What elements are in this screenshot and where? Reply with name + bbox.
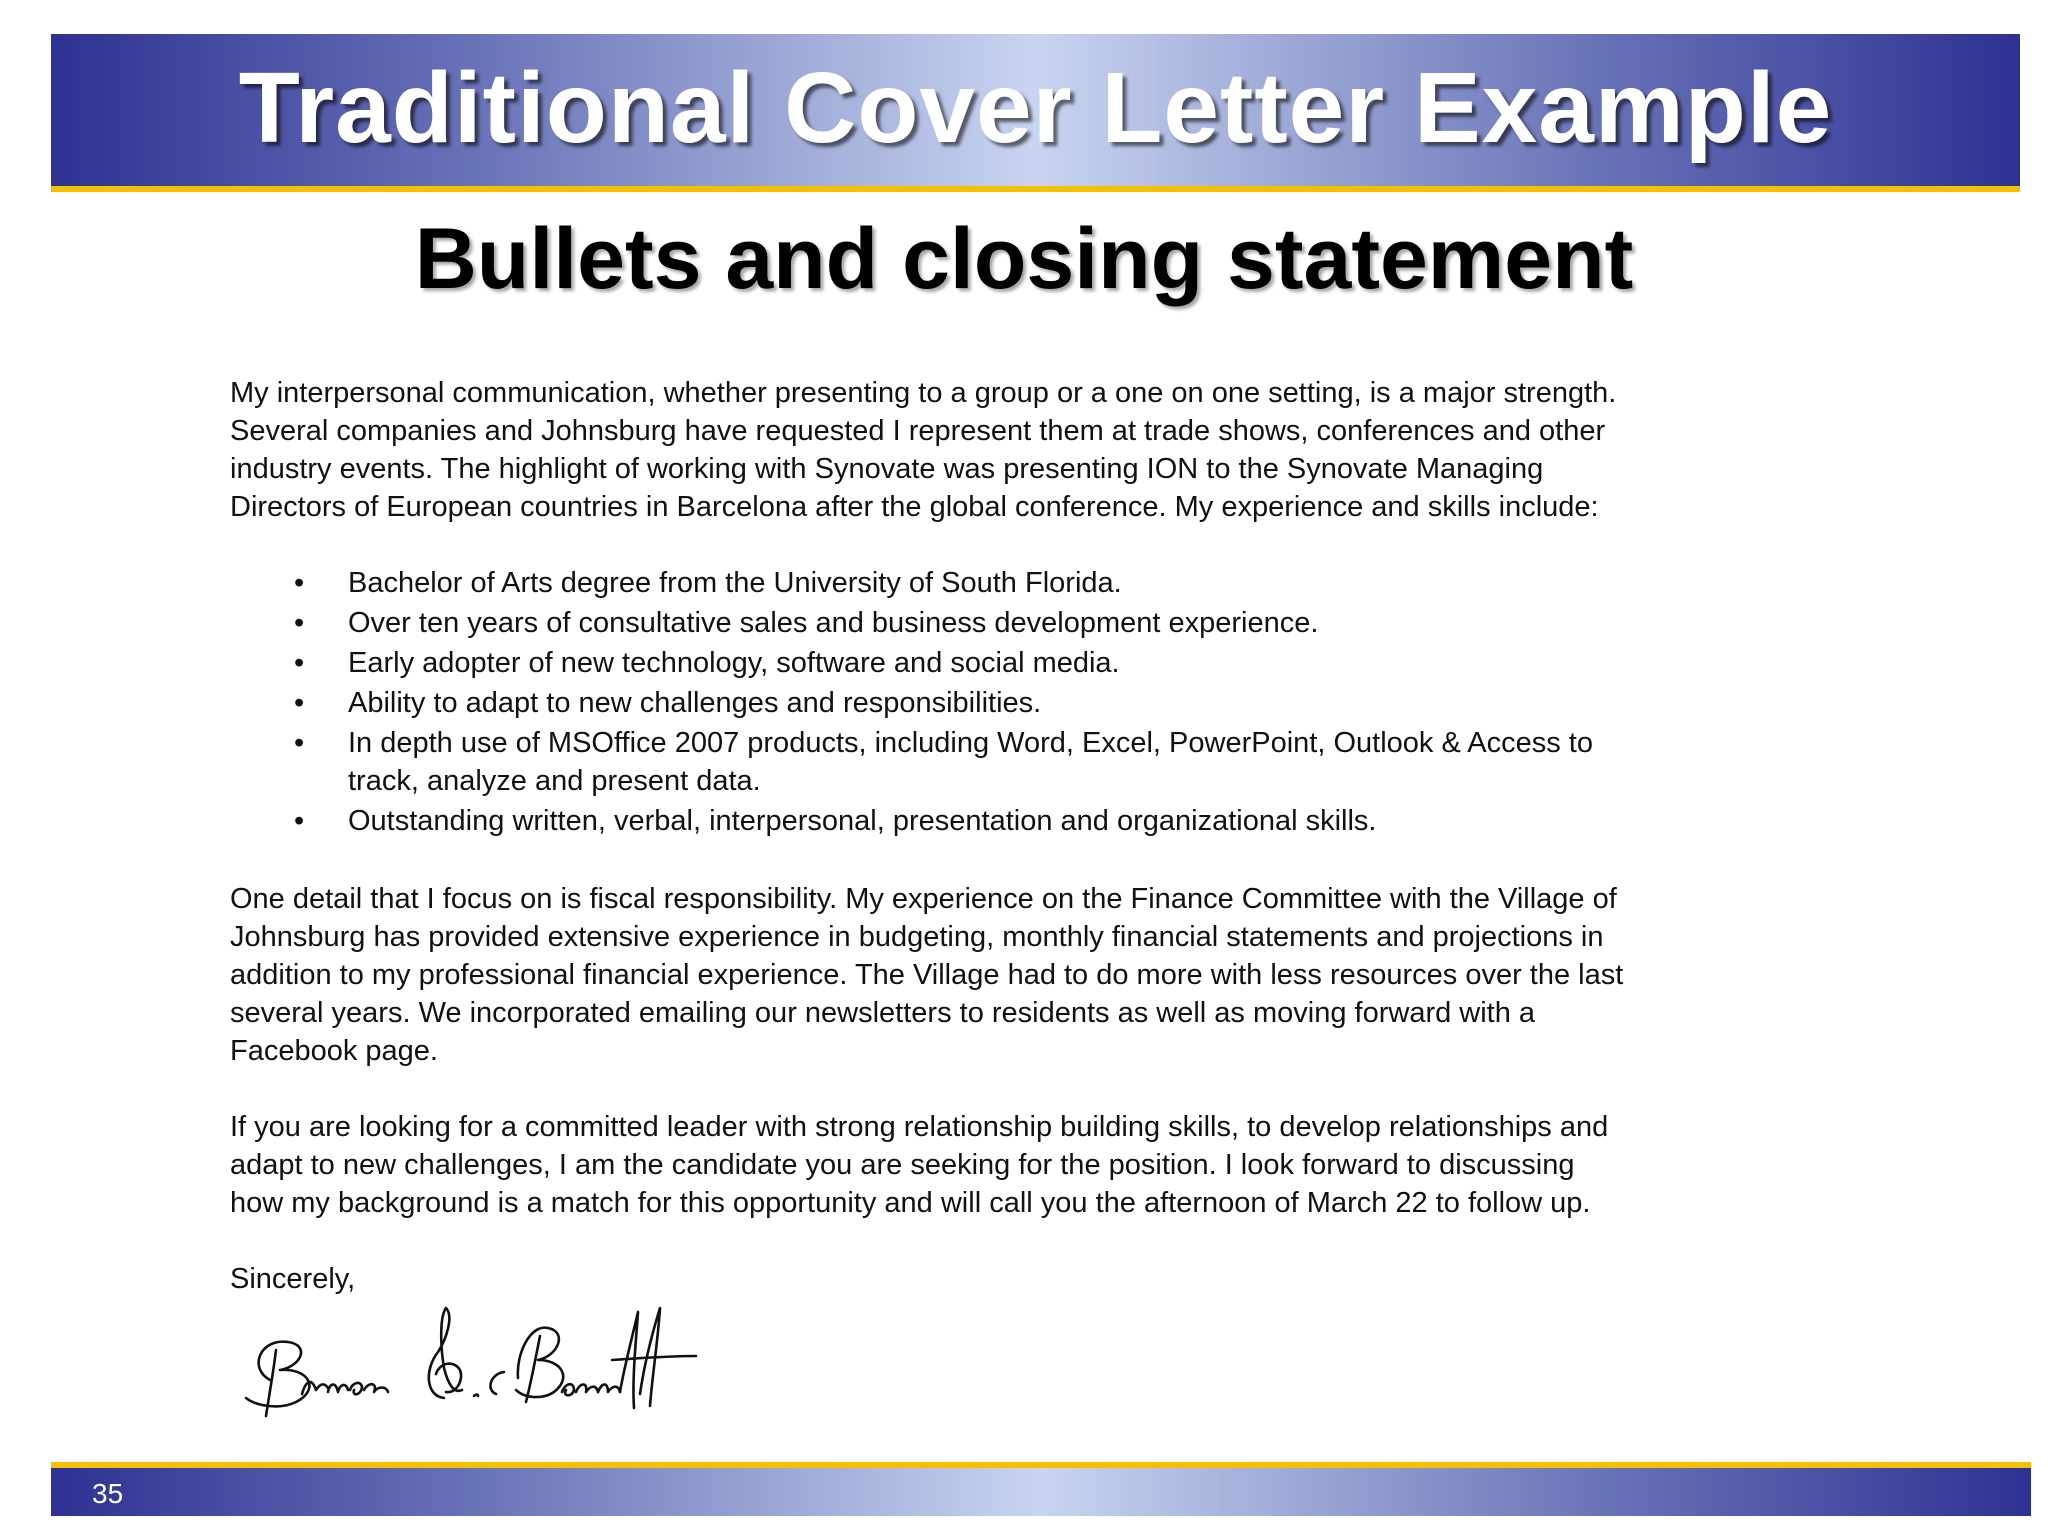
intro-line: My interpersonal communication, whether presenting to a group or a one on one setting, is a major strength. xyxy=(230,377,1617,409)
bullet-icon: • xyxy=(294,687,305,719)
finance-paragraph xyxy=(230,880,1850,1070)
cover-letter-body xyxy=(230,374,1850,1298)
bullet-line: track, analyze and present data. xyxy=(348,765,761,797)
skill-bullet xyxy=(230,604,1850,642)
bullet-line: Ability to adapt to new challenges and responsibilities. xyxy=(348,687,1042,719)
bullet-icon: • xyxy=(294,607,305,639)
closing-line: how my background is a match for this opportunity and will call you the afternoon of March 22 to follow up. xyxy=(230,1187,1591,1219)
page-number: 35 xyxy=(92,1478,124,1509)
closing-line: adapt to new challenges, I am the candidate you are seeking for the position. I look forward to discussing xyxy=(230,1149,1575,1181)
bullet-line: Early adopter of new technology, software and social media. xyxy=(348,647,1120,679)
bullet-icon: • xyxy=(294,727,305,759)
intro-line: Directors of European countries in Barcelona after the global conference. My experience and skills include: xyxy=(230,491,1599,523)
finance-line: Facebook page. xyxy=(230,1035,438,1067)
bullet-line: Outstanding written, verbal, interpersonal, presentation and organizational skills. xyxy=(348,805,1377,837)
slide-title: Traditional Cover Letter Example xyxy=(238,51,1833,164)
bullet-icon: • xyxy=(294,805,305,837)
closing-line: If you are looking for a committed leader with strong relationship building skills, to develop relationships and xyxy=(230,1111,1609,1143)
skill-bullet xyxy=(230,724,1850,800)
intro-line: Several companies and Johnsburg have requested I represent them at trade shows, conferences and other xyxy=(230,415,1606,447)
skills-bullet-list xyxy=(230,564,1850,840)
title-bar xyxy=(51,34,2020,188)
paragraph-gap xyxy=(230,842,1850,880)
paragraph-gap xyxy=(230,1222,1850,1260)
intro-paragraph xyxy=(230,374,1850,526)
finance-line: several years. We incorporated emailing our newsletters to residents as well as moving forward with a xyxy=(230,997,1536,1029)
paragraph-gap xyxy=(230,1070,1850,1108)
skill-bullet xyxy=(230,684,1850,722)
bullet-line: Bachelor of Arts degree from the University of South Florida. xyxy=(348,567,1122,599)
skill-bullet xyxy=(230,564,1850,602)
handwritten-signature xyxy=(240,1298,700,1428)
finance-line: One detail that I focus on is fiscal responsibility. My experience on the Finance Committee with the Village of xyxy=(230,883,1617,915)
title-accent-rule xyxy=(51,186,2020,192)
skill-bullet xyxy=(230,644,1850,682)
closing-paragraph xyxy=(230,1108,1850,1222)
signoff: Sincerely, xyxy=(230,1263,356,1295)
bullet-line: In depth use of MSOffice 2007 products, including Word, Excel, PowerPoint, Outlook & Access to xyxy=(348,727,1593,759)
skill-bullet xyxy=(230,802,1850,840)
footer-bar xyxy=(51,1468,2031,1516)
bullet-icon: • xyxy=(294,647,305,679)
paragraph-gap xyxy=(230,526,1850,564)
finance-line: addition to my professional financial experience. The Village had to do more with less resources over the last xyxy=(230,959,1624,991)
finance-line: Johnsburg has provided extensive experience in budgeting, monthly financial statements and projections in xyxy=(230,921,1604,953)
bullet-line: Over ten years of consultative sales and business development experience. xyxy=(348,607,1319,639)
slide-subtitle: Bullets and closing statement xyxy=(414,211,1634,307)
bullet-icon: • xyxy=(294,567,305,599)
intro-line: industry events. The highlight of working with Synovate was presenting ION to the Synovate Managing xyxy=(230,453,1544,485)
